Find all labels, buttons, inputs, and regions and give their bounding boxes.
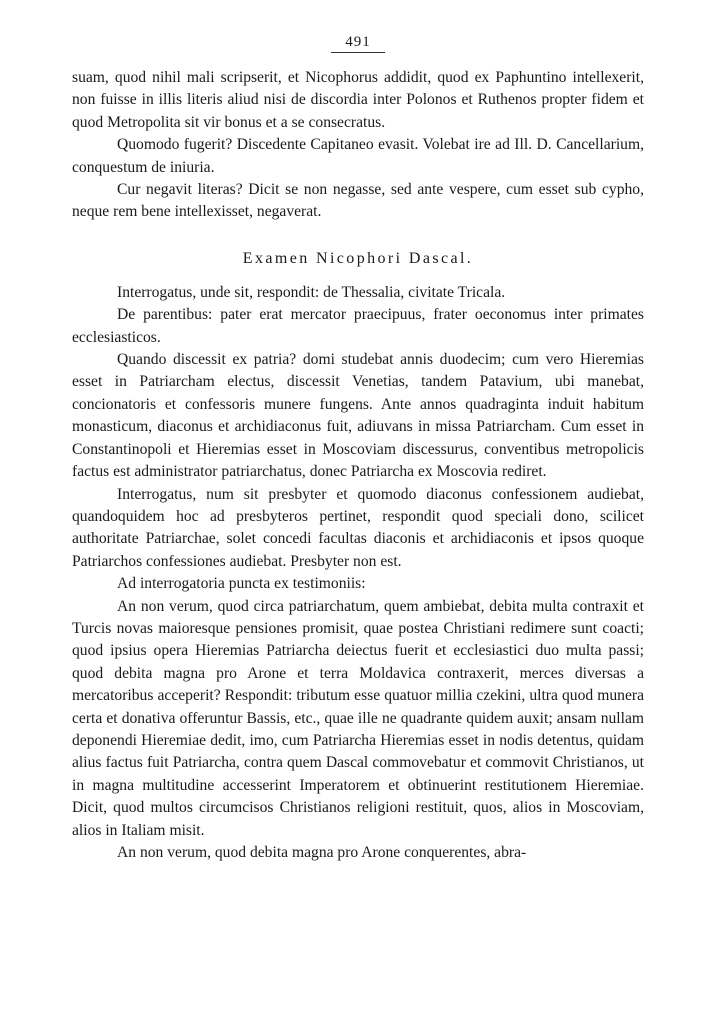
paragraph-8: Ad interrogatoria puncta ex testimoniis:: [117, 575, 366, 593]
paragraph-3: Cur negavit literas? Dicit se non negasse, sed ante vespere, cum esset sub cypho, neque rem bene intellexisset, negaverat.: [72, 181, 644, 221]
paragraph-5: De parentibus: pater erat mercator praecipuus, frater oeconomus inter primates ecclesiasticos.: [72, 306, 644, 346]
document-page: [72, 34, 644, 864]
paragraph-10: An non verum, quod debita magna pro Arone conquerentes, abra-: [117, 844, 527, 861]
page-number-text: 491: [331, 34, 385, 53]
paragraph-9: An non verum, quod circa patriarchatum, quem ambiebat, debita multa contraxit et Turcis novas maioresque pensiones promisit, quae postea Christiani redimere sunt coacti; quod ipsius opera Hieremias Patriarcha deiectus fuerit et ecclesiastici duo multa passi; quod debita magna pro Arone et terra Moldavica contraxerit, merces diversas a mercatoribus acceperit? Respondit: tributum esse quatuor millia czekini, ultra quod munera certa et donativa offeruntur Bassis, etc., quae ille ne quadrante quidem auxit; ansam nullam deponendi Hieremiae dedit, imo, cum Patriarcha Hieremias esset in nodis detentus, quidam alius factus fuit Patriarcha, contra quem Dascal commovebatur et commovit Christianos, ut in magna multitudine accesserint Imperatorem et obtinuerint restitutionem Hieremiae. Dicit, quod multos circumcisos Christianos religioni restituit, quos, alios in Moscoviam, alios in Italiam misit.: [72, 597, 644, 839]
section-heading: Examen Nicophori Dascal.: [242, 249, 474, 267]
paragraphs-before: [72, 67, 644, 224]
paragraphs-after: [72, 282, 644, 865]
paragraph-6: Quando discessit ex patria? domi studebat annis duodecim; cum vero Hieremias esset in Patriarcham electus, discessit Venetias, tandem Patavium, ubi manebat, concionatoris et confessoris munere fungens. Ante annos quadraginta induit habitum monasticum, diaconus et archidiaconus fuit, adiuvans in missa Patriarcham. Cum esset in Constantinopoli et Hieremias esset in Moscoviam discessurus, conventibus metropolicis factus est administrator patriarchatus, donec Patriarcha ex Moscovia rediret.: [72, 351, 644, 481]
paragraph-1: suam, quod nihil mali scripserit, et Nicophorus addidit, quod ex Paphuntino intellexerit, non fuisse in illis literis aliud nisi de discordia inter Polonos et Ruthenos propter fidem et quod Metropolita sit vir bonus et a se consecratus.: [72, 69, 644, 131]
paragraph-4: Interrogatus, unde sit, respondit: de Thessalia, civitate Tricala.: [117, 283, 506, 301]
paragraph-2: Quomodo fugerit? Discedente Capitaneo evasit. Volebat ire ad Ill. D. Cancellarium, conquestum de iniuria.: [72, 136, 644, 176]
paragraph-7: Interrogatus, num sit presbyter et quomodo diaconus confessionem audiebat, quandoquidem hoc ad presbyteros pertinet, respondit quod speciali dono, scilicet authoritate Patriarchae, solet concedi facultas diaconis et archidiaconis et ipsos quoque Patriarchos confessiones audiebat. Presbyter non est.: [72, 485, 644, 570]
page-number: [72, 34, 644, 53]
